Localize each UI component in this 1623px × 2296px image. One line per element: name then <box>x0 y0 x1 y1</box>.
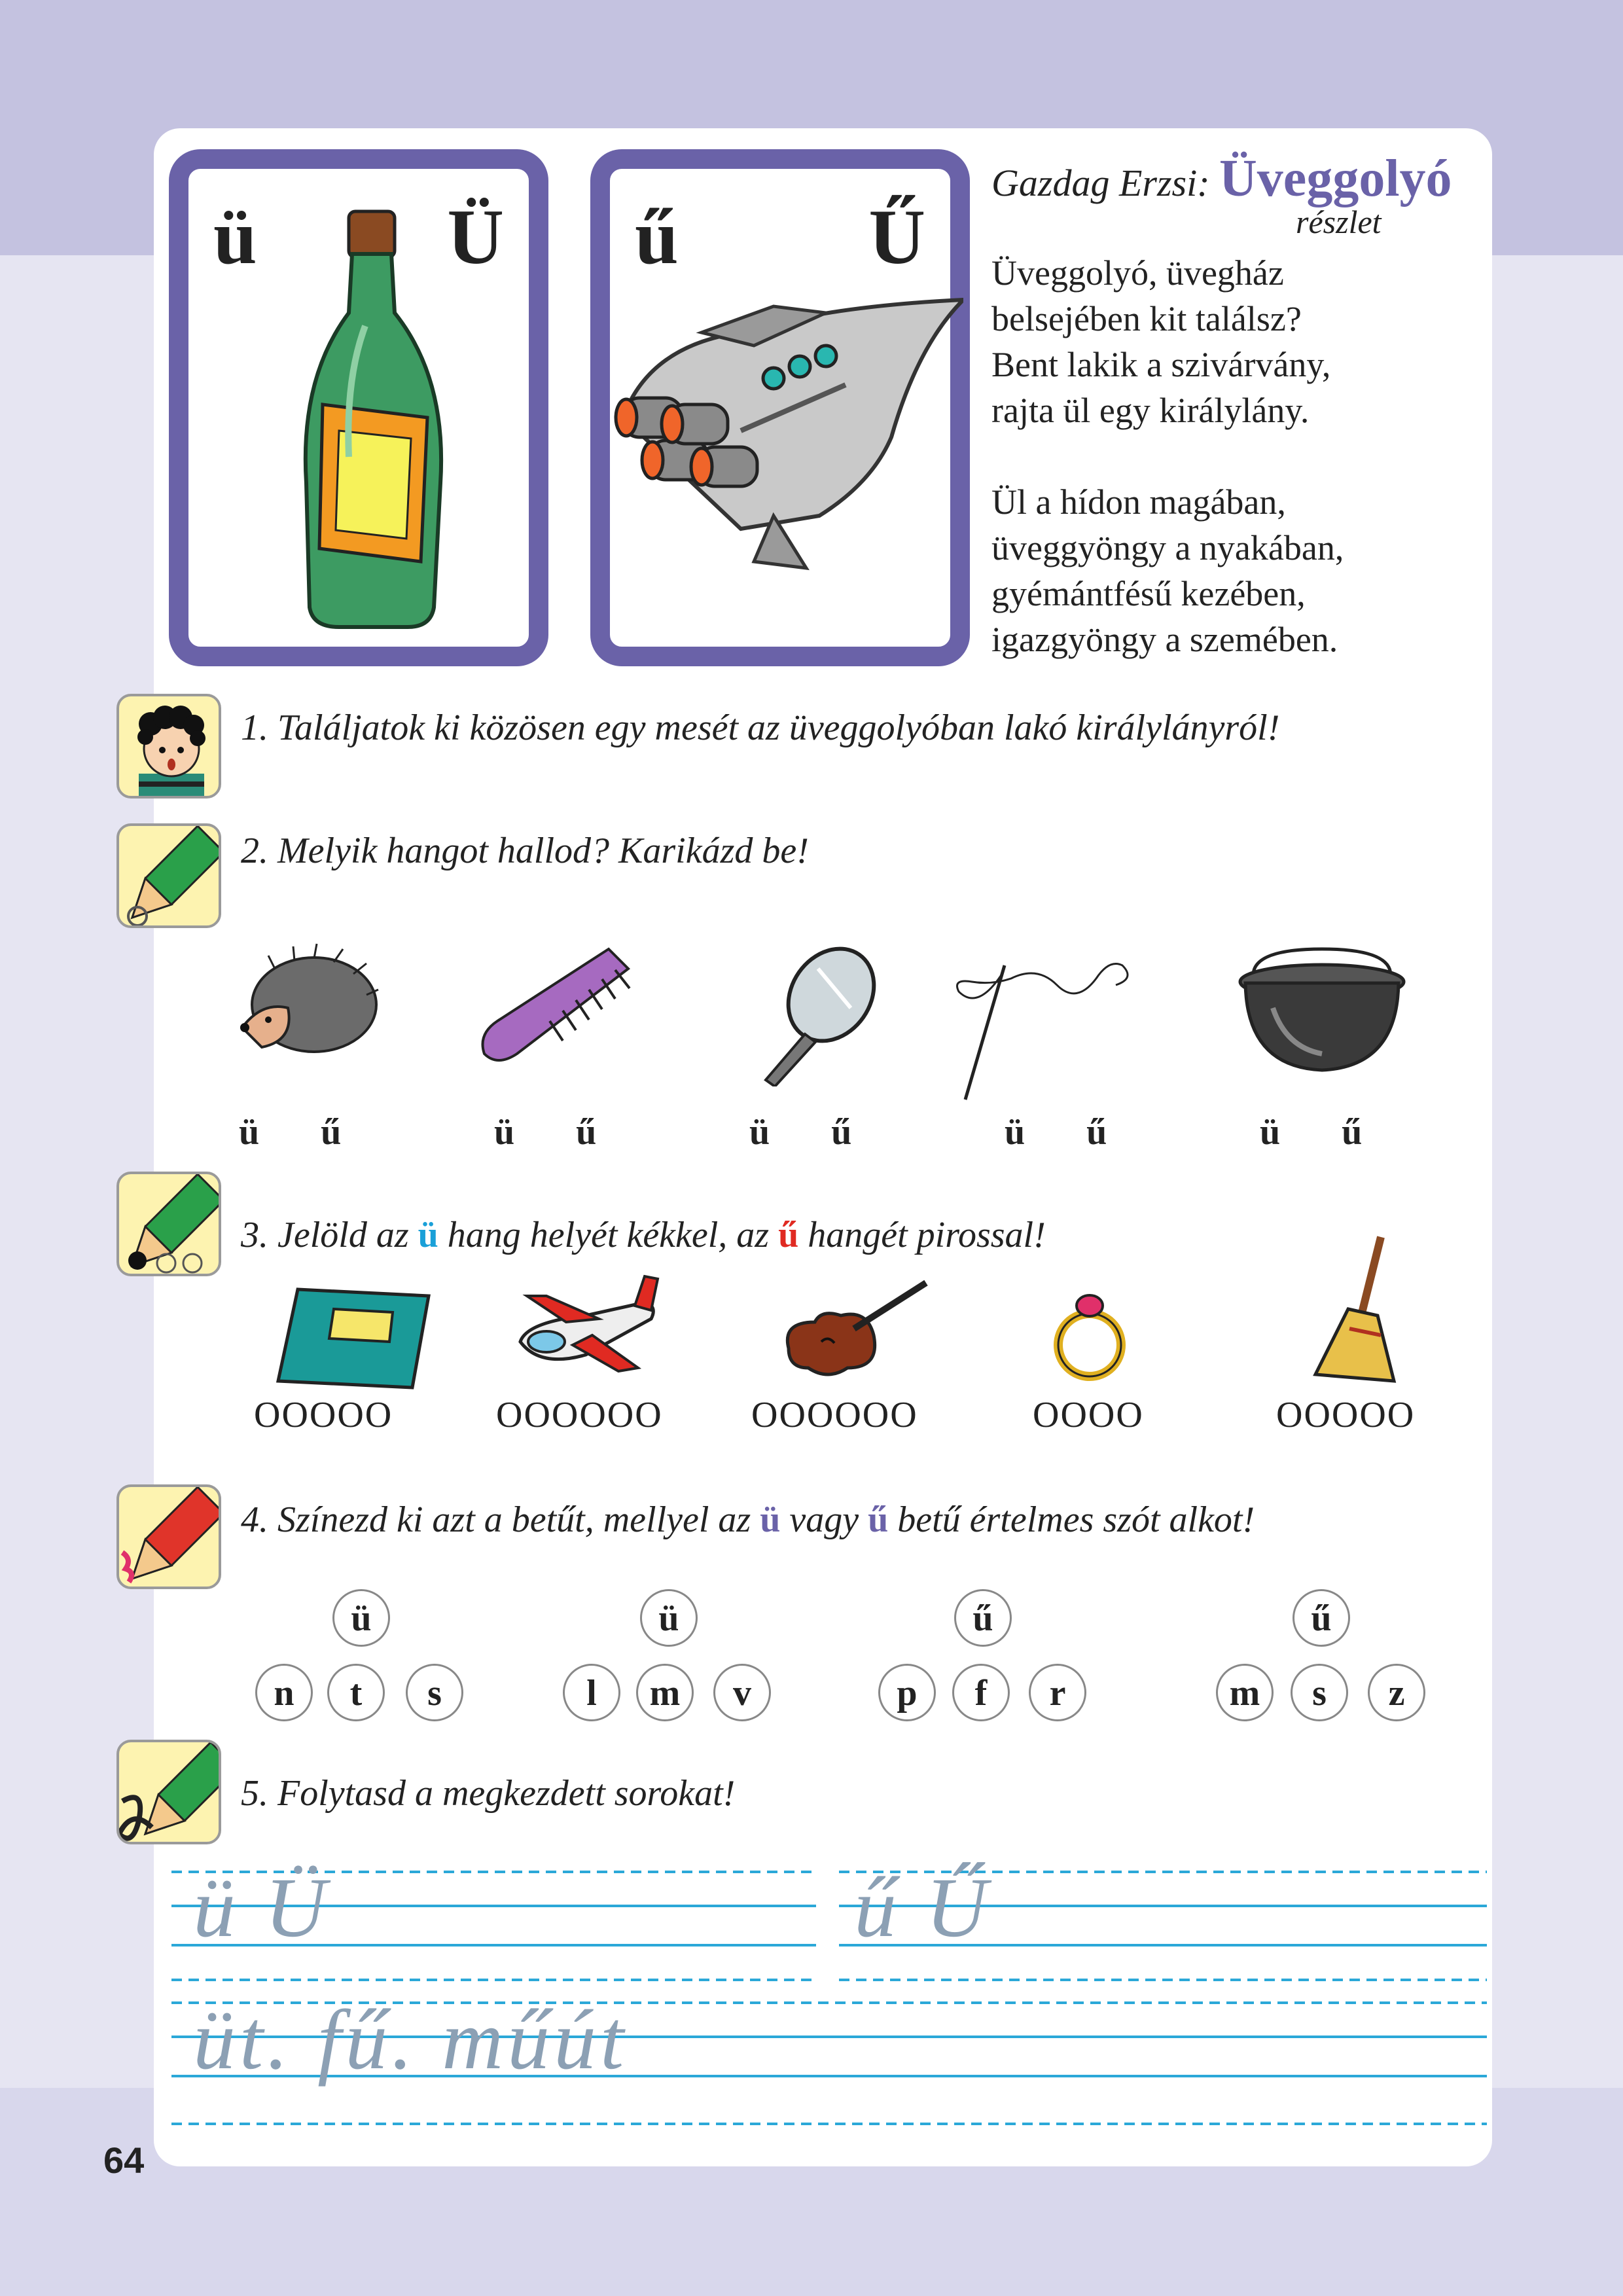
pencil-icon <box>119 1174 221 1276</box>
letter-bubble[interactable]: z <box>1368 1664 1425 1721</box>
poem-line: Bent lakik a szivárvány, <box>991 345 1331 384</box>
letter-bubble-top: ü <box>332 1589 390 1647</box>
task3-text: hangét pirossal! <box>798 1215 1046 1255</box>
sound-circles[interactable]: OOOOO <box>254 1395 393 1435</box>
choice-u-double-acute[interactable]: ű <box>321 1112 342 1153</box>
task4-crayon-icon <box>116 1484 221 1589</box>
airplane-icon <box>507 1270 664 1381</box>
mirror-icon <box>753 942 890 1086</box>
choice-u-umlaut[interactable]: ü <box>239 1112 260 1153</box>
letter-bubble[interactable]: m <box>636 1664 694 1721</box>
sound-circles[interactable]: OOOOOO <box>496 1395 663 1435</box>
choice-pair <box>1005 1111 1107 1153</box>
task1-speaking-icon <box>116 694 221 798</box>
task3-pencil-icon <box>116 1172 221 1276</box>
choice-u-double-acute[interactable]: ű <box>831 1112 852 1153</box>
task2-pencil-icon <box>116 823 221 928</box>
choice-u-double-acute[interactable]: ű <box>1342 1112 1363 1153</box>
task4-text: betű értelmes szót alkot! <box>888 1499 1255 1540</box>
letter-card-u-double-acute <box>590 149 970 666</box>
boy-face-icon <box>119 696 221 798</box>
handwriting-sample: ü Ü <box>193 1861 330 1955</box>
poem-line: rajta ül egy királylány. <box>991 391 1310 430</box>
poem-line: Üveggolyó, üvegház <box>991 253 1284 293</box>
red-letter: ű <box>778 1215 799 1255</box>
task1-instruction: 1. Találjatok ki közösen egy mesét az üveggolyóban lakó királylányról! <box>241 708 1280 748</box>
poem-author: Gazdag Erzsi: <box>991 162 1210 204</box>
notebook-icon <box>272 1283 435 1391</box>
poem-title: Üveggolyó <box>1219 150 1452 207</box>
poem-line: belsejében kit találsz? <box>991 299 1302 338</box>
comb-icon <box>478 942 654 1073</box>
page-number: 64 <box>103 2140 145 2181</box>
broom-icon <box>1309 1230 1400 1388</box>
choice-pair <box>239 1111 341 1153</box>
letter-bubble[interactable]: s <box>1291 1664 1348 1721</box>
task5-writing-icon <box>116 1740 221 1844</box>
violin-icon <box>776 1270 936 1381</box>
poem-line: igazgyöngy a szemében. <box>991 620 1338 659</box>
letter-bubble-top: ü <box>640 1589 698 1647</box>
choice-pair <box>749 1111 851 1153</box>
task5-instruction: 5. Folytasd a megkezdett sorokat! <box>241 1773 736 1814</box>
choice-u-umlaut[interactable]: ü <box>1005 1112 1026 1153</box>
task3-text: hang helyét kékkel, az <box>438 1215 779 1255</box>
hedgehog-icon <box>236 942 380 1060</box>
card-uppercase: Ű <box>868 193 925 280</box>
writing-pencil-icon <box>119 1742 221 1844</box>
choice-u-umlaut[interactable]: ü <box>494 1112 515 1153</box>
blue-letter: ü <box>418 1215 438 1255</box>
choice-pair <box>1260 1111 1362 1153</box>
sound-circles[interactable]: OOOOO <box>1276 1395 1416 1435</box>
letter-bubble[interactable]: n <box>255 1664 313 1721</box>
sound-circles[interactable]: OOOOOO <box>751 1395 918 1435</box>
purple-letter: ű <box>868 1499 889 1540</box>
task3-instruction <box>241 1214 1046 1256</box>
letter-bubble[interactable]: f <box>952 1664 1010 1721</box>
bottle-icon <box>287 208 457 634</box>
pencil-icon <box>119 826 221 928</box>
letter-bubble[interactable]: r <box>1029 1664 1086 1721</box>
choice-u-umlaut[interactable]: ü <box>749 1112 770 1153</box>
poem-stanza-gap <box>991 433 1344 479</box>
letter-bubble-top: ű <box>1293 1589 1350 1647</box>
poem-text <box>991 250 1344 662</box>
task4-text: vagy <box>780 1499 868 1540</box>
handwriting-sample: ű Ű <box>854 1861 991 1955</box>
needle-icon <box>952 952 1142 1103</box>
choice-pair <box>494 1111 596 1153</box>
poem-line: gyémántfésű kezében, <box>991 574 1306 613</box>
card-lowercase: ü <box>213 193 257 280</box>
ring-icon <box>1044 1280 1142 1384</box>
purple-letter: ü <box>760 1499 781 1540</box>
letter-bubble[interactable]: m <box>1216 1664 1274 1721</box>
task4-instruction <box>241 1499 1255 1541</box>
choice-u-double-acute[interactable]: ű <box>1086 1112 1107 1153</box>
handwriting-sample: üt. fű. műút <box>193 1993 628 2087</box>
poem-heading <box>991 149 1452 209</box>
letter-bubble[interactable]: v <box>713 1664 771 1721</box>
task2-instruction: 2. Melyik hangot hallod? Karikázd be! <box>241 831 809 871</box>
poem-line: üveggyöngy a nyakában, <box>991 528 1344 567</box>
poem-line: Ül a hídon magában, <box>991 482 1286 522</box>
letter-bubble[interactable]: t <box>327 1664 385 1721</box>
sound-circles[interactable]: OOOO <box>1033 1395 1144 1435</box>
letter-bubble[interactable]: s <box>406 1664 463 1721</box>
task4-text: 4. Színezd ki azt a betűt, mellyel az <box>241 1499 760 1540</box>
letter-bubble[interactable]: l <box>563 1664 620 1721</box>
letter-bubble-top: ű <box>954 1589 1012 1647</box>
task3-text: 3. Jelöld az <box>241 1215 418 1255</box>
letter-card-u-umlaut <box>169 149 548 666</box>
choice-u-umlaut[interactable]: ü <box>1260 1112 1281 1153</box>
card-lowercase: ű <box>635 193 679 280</box>
letter-bubble[interactable]: p <box>878 1664 936 1721</box>
card-uppercase: Ü <box>447 193 504 280</box>
poem-subtitle: részlet <box>1296 204 1382 240</box>
choice-u-double-acute[interactable]: ű <box>576 1112 597 1153</box>
pot-icon <box>1234 936 1410 1080</box>
rocket-icon <box>610 267 963 581</box>
crayon-icon <box>119 1487 221 1589</box>
